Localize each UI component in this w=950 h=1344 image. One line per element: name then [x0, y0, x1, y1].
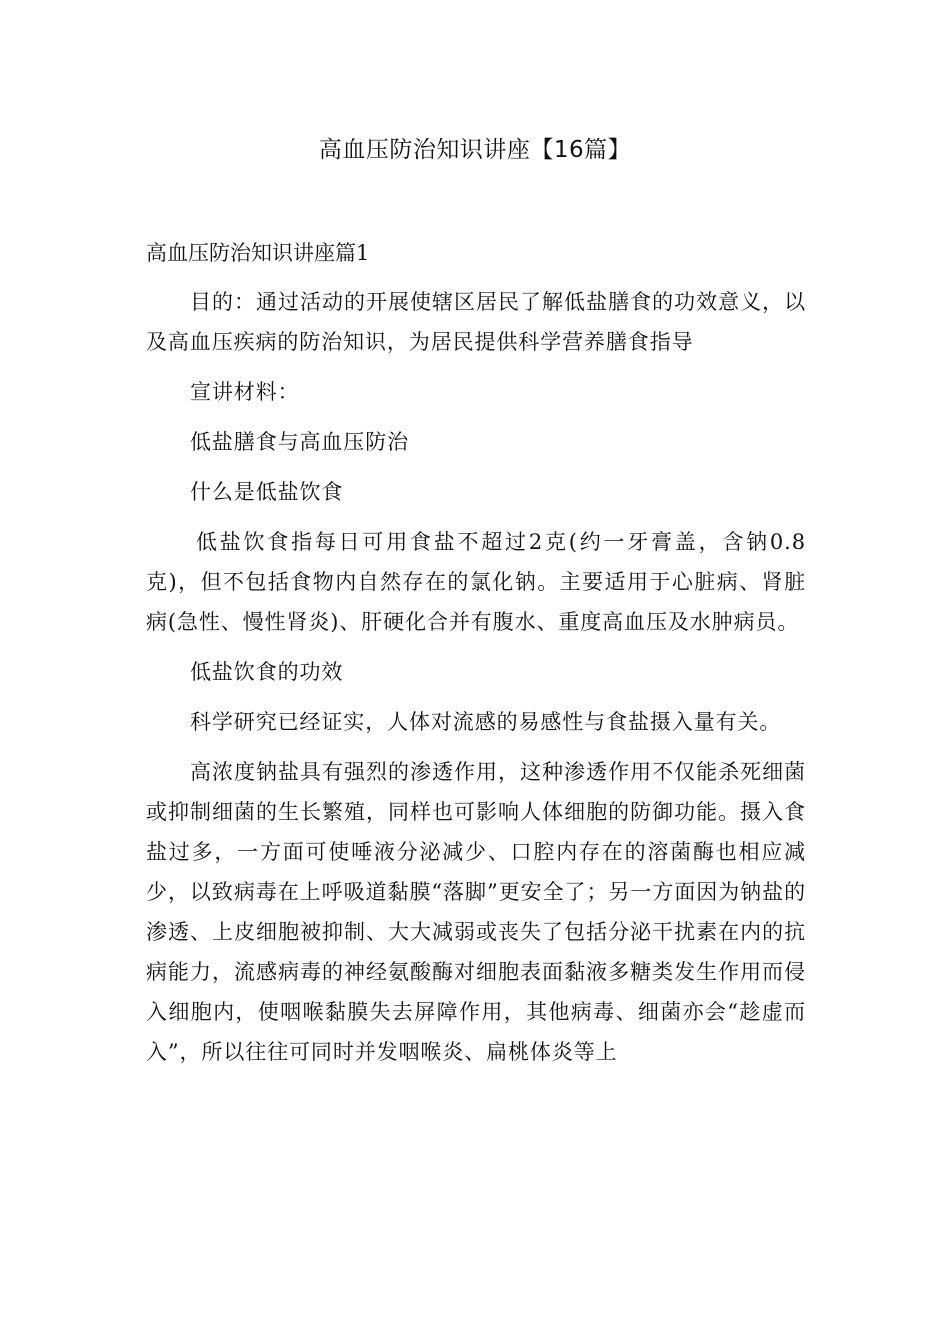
paragraph-materials-label: 宣讲材料：	[190, 380, 300, 404]
paragraph-low-salt-effects-heading: 低盐饮食的功效	[190, 660, 344, 684]
paragraph-purpose: 目的：通过活动的开展使辖区居民了解低盐膳食的功效意义，以及高血压疾病的防治知识，为居民提供科学营养膳食指导	[146, 290, 806, 354]
document-title: 高血压防治知识讲座【16篇】	[318, 137, 632, 163]
paragraph-sodium-osmosis: 高浓度钠盐具有强烈的渗透作用，这种渗透作用不仅能杀死细菌或抑制细菌的生长繁殖，同样也可影响人体细胞的防御功能。摄入食盐过多，一方面可使唾液分泌减少、口腔内存在的溶菌酶也相应减少，以致病毒在上呼吸道黏膜“落脚”更安全了；另一方面因为钠盐的渗透、上皮细胞被抑制、大大减弱或丧失了包括分泌干扰素在内的抗病能力，流感病毒的神经氨酸酶对细胞表面黏液多糖类发生作用而侵入细胞内，使咽喉黏膜失去屏障作用，其他病毒、细菌亦会“趁虚而入”，所以往往可同时并发咽喉炎、扁桃体炎等上	[146, 760, 806, 1064]
paragraph-research: 科学研究已经证实，人体对流感的易感性与食盐摄入量有关。	[190, 710, 782, 734]
document-body	[146, 282, 806, 1082]
paragraph-question-low-salt-diet: 什么是低盐饮食	[190, 480, 344, 504]
section-heading: 高血压防治知识讲座篇1	[146, 241, 370, 265]
paragraph-low-salt-definition: 低盐饮食指每日可用食盐不超过2克(约一牙膏盖，含钠0.8克)，但不包括食物内自然存在的氯化钠。主要适用于心脏病、肾脏病(急性、慢性肾炎)、肝硬化合并有腹水、重度高血压及水肿病员。	[146, 530, 806, 634]
paragraph-subtitle-low-salt: 低盐膳食与高血压防治	[190, 430, 409, 454]
